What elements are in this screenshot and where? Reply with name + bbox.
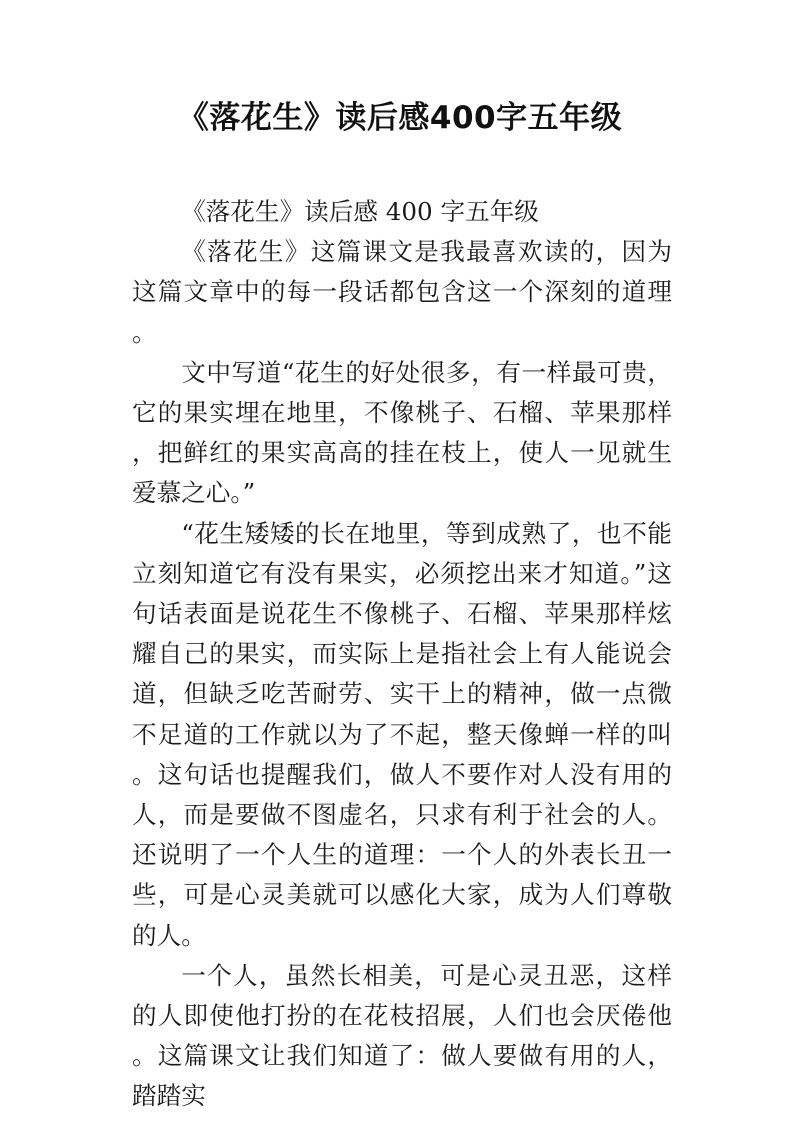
paragraph-quote: 文中写道“花生的好处很多，有一样最可贵，它的果实埋在地里，不像桃子、石榴、苹果那样，把鲜红的果实高高的挂在枝上，使人一见就生爱慕之心。” — [132, 357, 672, 508]
paragraph-conclusion: 一个人，虽然长相美，可是心灵丑恶，这样的人即使他打扮的在花枝招展，人们也会厌倦他。这篇课文让我们知道了：做人要做有用的人，踏踏实 — [132, 960, 672, 1111]
paragraph-intro: 《落花生》这篇课文是我最喜欢读的，因为这篇文章中的每一段话都包含这一个深刻的道理。 — [132, 237, 672, 347]
document-title: 《落花生》读后感400字五年级 — [177, 100, 623, 136]
paragraph-heading-repeat: 《落花生》读后感 400 字五年级 — [181, 197, 539, 226]
paragraph-analysis: “花生矮矮的长在地里，等到成熟了，也不能立刻知道它有没有果实，必须挖出来才知道。”这句话表面是说花生不像桃子、石榴、苹果那样炫耀自己的果实，而实际上是指社会上有人能说会道，但缺乏吃苦耐劳、实干上的精神，做一点微不足道的工作就以为了不起，整天像蝉一样的叫。这句话也提醒我们，做人不要作对人没有用的人，而是要做不图虚名，只求有利于社会的人。还说明了一个人生的道理：一个人的外表长丑一些，可是心灵美就可以感化大家，成为人们尊敬的人。 — [132, 518, 672, 950]
document-body — [132, 192, 672, 1117]
